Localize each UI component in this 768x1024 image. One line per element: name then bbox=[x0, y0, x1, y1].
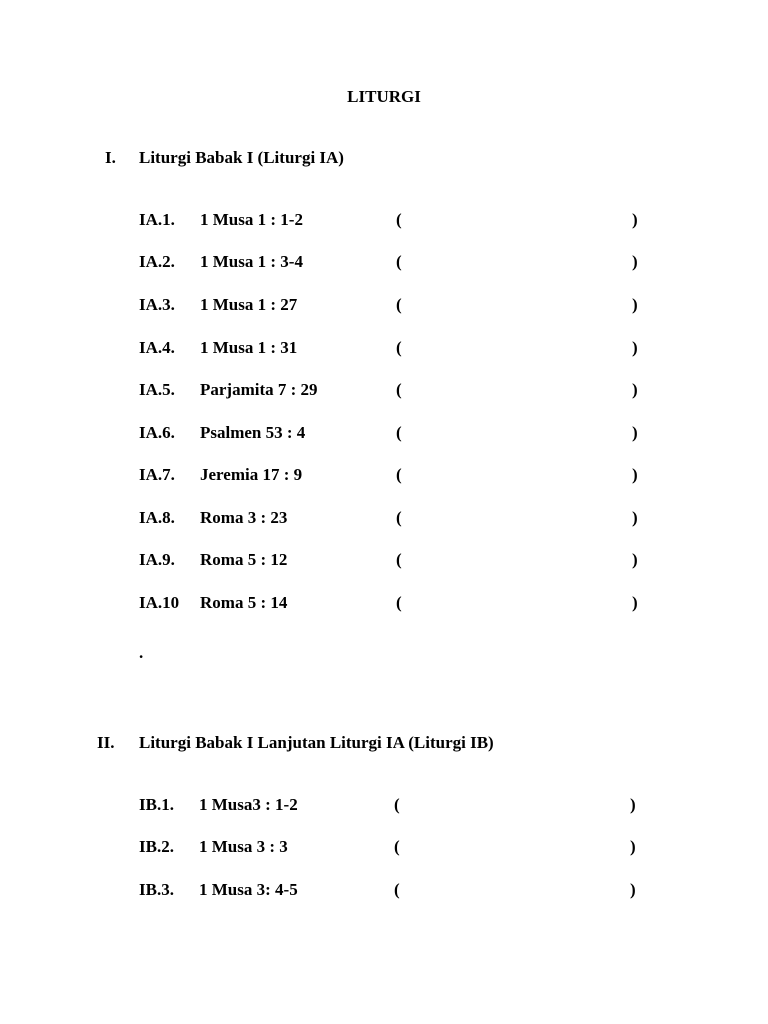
item-code: IA.6. bbox=[139, 423, 175, 442]
item-reference: Roma 3 : 23 bbox=[200, 508, 288, 527]
open-parenthesis: ( bbox=[396, 338, 402, 357]
section-heading: Liturgi Babak I Lanjutan Liturgi IA (Liturgi IB) bbox=[139, 733, 494, 752]
section-heading: Liturgi Babak I (Liturgi IA) bbox=[139, 148, 344, 167]
item-code: IA.10 bbox=[139, 593, 180, 612]
item-reference: 1 Musa 1 : 31 bbox=[200, 338, 298, 357]
item-code: IA.5. bbox=[139, 380, 175, 399]
item-code: IA.3. bbox=[139, 295, 175, 314]
item-code: IA.2. bbox=[139, 252, 175, 271]
item-code: IB.1. bbox=[139, 795, 174, 814]
close-parenthesis: ) bbox=[632, 508, 638, 527]
item-reference: 1 Musa3 : 1-2 bbox=[199, 795, 298, 814]
item-reference: Roma 5 : 14 bbox=[200, 593, 288, 612]
item-code: IA.8. bbox=[139, 508, 175, 527]
close-parenthesis: ) bbox=[632, 465, 638, 484]
item-code: IA.9. bbox=[139, 550, 175, 569]
open-parenthesis: ( bbox=[394, 837, 400, 856]
item-reference: 1 Musa 1 : 1-2 bbox=[200, 210, 303, 229]
item-reference: Psalmen 53 : 4 bbox=[200, 423, 306, 442]
open-parenthesis: ( bbox=[396, 210, 402, 229]
open-parenthesis: ( bbox=[396, 508, 402, 527]
open-parenthesis: ( bbox=[396, 465, 402, 484]
open-parenthesis: ( bbox=[396, 593, 402, 612]
close-parenthesis: ) bbox=[632, 295, 638, 314]
close-parenthesis: ) bbox=[632, 252, 638, 271]
close-parenthesis: ) bbox=[632, 423, 638, 442]
page-title: LITURGI bbox=[347, 87, 421, 106]
close-parenthesis: ) bbox=[630, 880, 636, 899]
close-parenthesis: ) bbox=[630, 837, 636, 856]
item-code: IA.1. bbox=[139, 210, 175, 229]
item-code: IA.4. bbox=[139, 338, 175, 357]
section-numeral: I. bbox=[105, 148, 116, 167]
open-parenthesis: ( bbox=[396, 423, 402, 442]
close-parenthesis: ) bbox=[632, 338, 638, 357]
open-parenthesis: ( bbox=[396, 550, 402, 569]
section-numeral: II. bbox=[97, 733, 115, 752]
close-parenthesis: ) bbox=[632, 380, 638, 399]
close-parenthesis: ) bbox=[632, 593, 638, 612]
item-reference: 1 Musa 3: 4-5 bbox=[199, 880, 298, 899]
open-parenthesis: ( bbox=[396, 295, 402, 314]
close-parenthesis: ) bbox=[632, 210, 638, 229]
item-code: IA.7. bbox=[139, 465, 175, 484]
item-reference: 1 Musa 1 : 3-4 bbox=[200, 252, 303, 271]
item-reference: 1 Musa 3 : 3 bbox=[199, 837, 288, 856]
item-reference: Parjamita 7 : 29 bbox=[200, 380, 318, 399]
open-parenthesis: ( bbox=[394, 880, 400, 899]
item-reference: 1 Musa 1 : 27 bbox=[200, 295, 298, 314]
item-reference: Roma 5 : 12 bbox=[200, 550, 288, 569]
item-reference: Jeremia 17 : 9 bbox=[200, 465, 303, 484]
open-parenthesis: ( bbox=[396, 380, 402, 399]
item-code: IB.3. bbox=[139, 880, 174, 899]
close-parenthesis: ) bbox=[630, 795, 636, 814]
open-parenthesis: ( bbox=[396, 252, 402, 271]
close-parenthesis: ) bbox=[632, 550, 638, 569]
item-code: IB.2. bbox=[139, 837, 174, 856]
trailing-period: . bbox=[139, 643, 144, 662]
open-parenthesis: ( bbox=[394, 795, 400, 814]
